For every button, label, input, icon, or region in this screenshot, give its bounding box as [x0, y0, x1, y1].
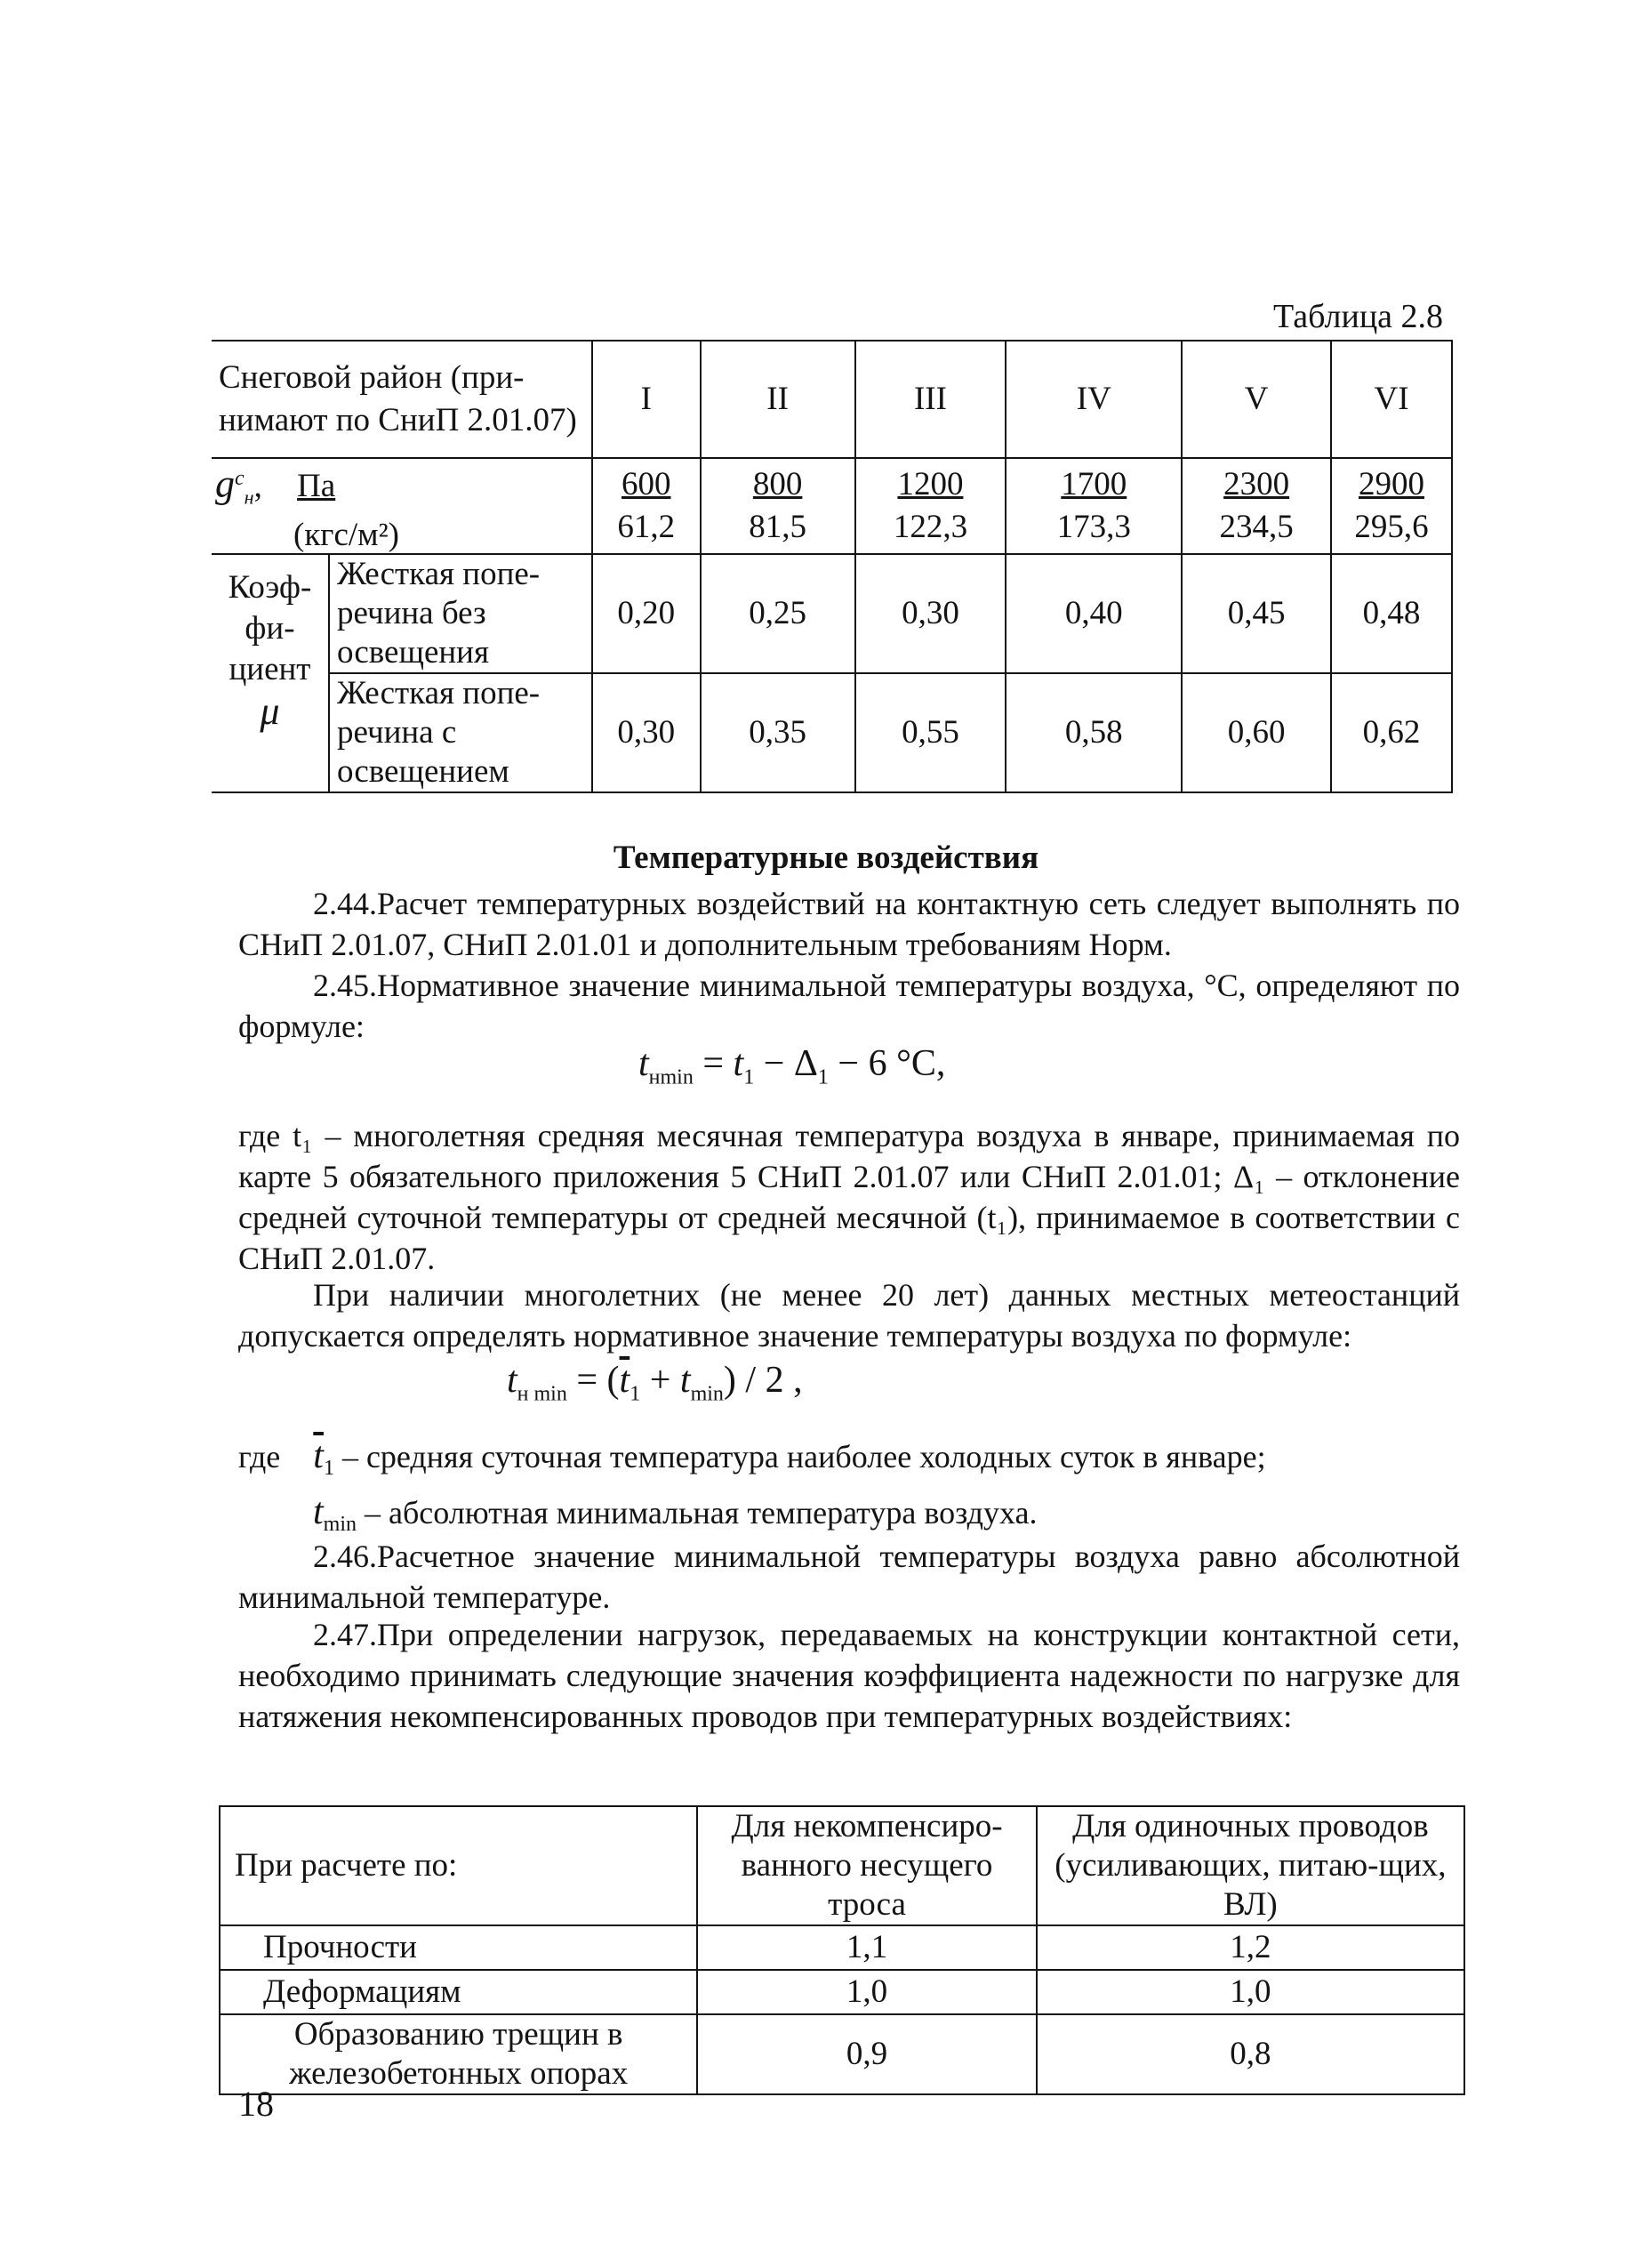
coefficient-label — [212, 554, 329, 792]
value-cell: 1,2 — [1037, 1925, 1464, 1970]
snow-district-header: Снеговой район (при-нимают по СниП 2.01.07) — [212, 341, 592, 458]
coef-cell: 0,25 — [701, 554, 855, 673]
coef-cell: 0,40 — [1006, 554, 1182, 673]
tmin-symbol-sub: min — [323, 1513, 357, 1537]
coef-cell: 0,30 — [855, 554, 1006, 673]
load-kgf: 61,2 — [617, 508, 676, 545]
header-calc-by: При расчете по: — [220, 1806, 697, 1925]
formula1-t: t — [638, 1043, 649, 1084]
load-kgf: 234,5 — [1219, 508, 1294, 545]
coef-cell: 0,45 — [1182, 554, 1331, 673]
paragraph-multiyear: При наличии многолетних (не менее 20 лет) данных местных метеостанций допускается определять нормативное значение температуры воздуха по формуле: — [238, 1277, 1460, 1354]
snow-load-table — [212, 340, 1453, 793]
load-value-cell — [1182, 458, 1331, 554]
load-value-cell — [1331, 458, 1452, 554]
formula2-t1-sub: 1 — [630, 1382, 641, 1406]
load-symbol: g — [215, 462, 235, 506]
value-cell: 1,1 — [697, 1925, 1036, 1970]
snow-load-label: $g^c_н$, Па (кгс/м²) — [212, 458, 592, 554]
formula1-sub: нmin — [648, 1065, 694, 1089]
load-value-cell — [1006, 458, 1182, 554]
formula2-sub: н min — [517, 1382, 567, 1406]
t1-symbol-sub: 1 — [323, 1457, 334, 1481]
district-cell: III — [855, 341, 1006, 458]
section-title: Температурные воздействия — [613, 840, 1039, 876]
value-cell: 0,9 — [697, 2014, 1036, 2094]
value-cell: 1,0 — [697, 1970, 1036, 2014]
paragraph-2-47: 2.47.При определении нагрузок, передаваемых на конструкции контактной сети, необходимо принимать следующие значения коэффициента надежности по нагрузке для натяжения некомпенсированных проводов при температурных воздействиях: — [238, 1617, 1460, 1734]
load-symbol-sup: c — [235, 467, 245, 490]
load-value-cell — [592, 458, 701, 554]
coef-cell: 0,58 — [1006, 673, 1182, 792]
load-pa: 800 — [752, 465, 803, 502]
coef-cell: 0,48 — [1331, 554, 1452, 673]
formula1-t1: t — [733, 1043, 744, 1084]
header-single-wires: Для одиночных проводов (усиливающих, питаю-щих, ВЛ) — [1037, 1806, 1464, 1925]
load-kgf: 122,3 — [893, 508, 968, 545]
load-pa: 600 — [622, 465, 671, 502]
coef-cell: 0,30 — [592, 673, 701, 792]
load-value-cell — [701, 458, 855, 554]
load-kgf: 295,6 — [1354, 508, 1429, 545]
coef-cell: 0,55 — [855, 673, 1006, 792]
row-label: Деформациям — [220, 1970, 697, 2014]
formula2-tmin-sub: min — [690, 1382, 724, 1406]
district-cell: IV — [1006, 341, 1182, 458]
mu-symbol: μ — [260, 688, 280, 733]
formula-tnmin — [638, 1042, 945, 1089]
formula2-t: t — [507, 1360, 517, 1401]
paragraph-where-1: где t₁ – многолетняя средняя месячная температура воздуха в январе, принимаемая по карте 5 обязательного приложения 5 СНиП 2.01.07 или СНиП 2.01.01; Δ₁ – отклонение средней суточной температуры от средней месячной (t₁), принимаемое в соответствии с СНиП 2.01.07. — [238, 1118, 1460, 1276]
load-value-cell — [855, 458, 1006, 554]
formula1-eq: = — [693, 1043, 734, 1084]
formula2-tmin: t — [679, 1360, 691, 1401]
table-caption: Таблица 2.8 — [1273, 298, 1444, 335]
district-cell: II — [701, 341, 855, 458]
coefficient-word: Коэф-фи-циент — [228, 568, 312, 687]
formula-tnmin-average — [507, 1359, 803, 1406]
formula1-delta-sub: 1 — [817, 1065, 829, 1089]
reliability-coefficient-table — [219, 1805, 1465, 2095]
formula2-eq: = ( — [566, 1360, 620, 1401]
formula1-t1-sub: 1 — [743, 1065, 755, 1089]
tmin-definition: – абсолютная минимальная температура воздуха. — [365, 1495, 1038, 1531]
paragraph-2-45: 2.45.Нормативное значение минимальной температуры воздуха, °С, определяют по формуле: — [238, 968, 1460, 1044]
page-number: 18 — [238, 2084, 274, 2124]
load-pa: 1700 — [1061, 465, 1127, 502]
row-label: Прочности — [220, 1925, 697, 1970]
paragraph-2-44: 2.44.Расчет температурных воздействий на контактную сеть следует выполнять по СНиП 2.01.07, СНиП 2.01.01 и дополнительным требованиям Норм. — [238, 886, 1460, 962]
row-label-without-lighting: Жесткая попе-речина без освещения — [329, 554, 592, 673]
district-cell: V — [1182, 341, 1331, 458]
load-kgf: 81,5 — [749, 508, 806, 545]
load-symbol-sub: н — [244, 486, 254, 509]
district-cell: VI — [1331, 341, 1452, 458]
t1-symbol: $\overline{t}$ — [313, 1435, 324, 1476]
where-label: где — [238, 1439, 281, 1475]
value-cell: 0,8 — [1037, 2014, 1464, 2094]
coef-cell: 0,62 — [1331, 673, 1452, 792]
row-label: Образованию трещин в железобетонных опорах — [220, 2014, 697, 2094]
row-label-with-lighting: Жесткая попе-речина с освещением — [329, 673, 592, 792]
unit-kgf: (кгс/м²) — [293, 516, 400, 553]
formula1-delta: − Δ — [754, 1043, 818, 1084]
t1-definition: – средняя суточная температура наиболее холодных суток в январе; — [341, 1439, 1266, 1475]
paragraph-2-46: 2.46.Расчетное значение минимальной температуры воздуха равно абсолютной минимальной температуре. — [238, 1539, 1460, 1615]
tmin-symbol: t — [313, 1491, 324, 1532]
value-cell: 1,0 — [1037, 1970, 1464, 2014]
formula2-tail: ) / 2 , — [723, 1360, 803, 1401]
formula2-t1: $\overline{t}$ — [619, 1360, 630, 1401]
load-kgf: 173,3 — [1056, 508, 1131, 545]
load-pa: 2300 — [1223, 465, 1290, 502]
coef-cell: 0,20 — [592, 554, 701, 673]
load-pa: 1200 — [897, 465, 964, 502]
district-cell: I — [592, 341, 701, 458]
coef-cell: 0,35 — [701, 673, 855, 792]
formula2-plus: + — [640, 1360, 680, 1401]
unit-pa: Па — [297, 468, 336, 505]
coef-cell: 0,60 — [1182, 673, 1331, 792]
load-pa: 2900 — [1359, 465, 1425, 502]
formula1-tail: − 6 °С, — [828, 1043, 946, 1084]
where-t1-line — [238, 1435, 1266, 1489]
header-uncompensated-cable: Для некомпенсиро-ванного несущего троса — [697, 1806, 1036, 1925]
